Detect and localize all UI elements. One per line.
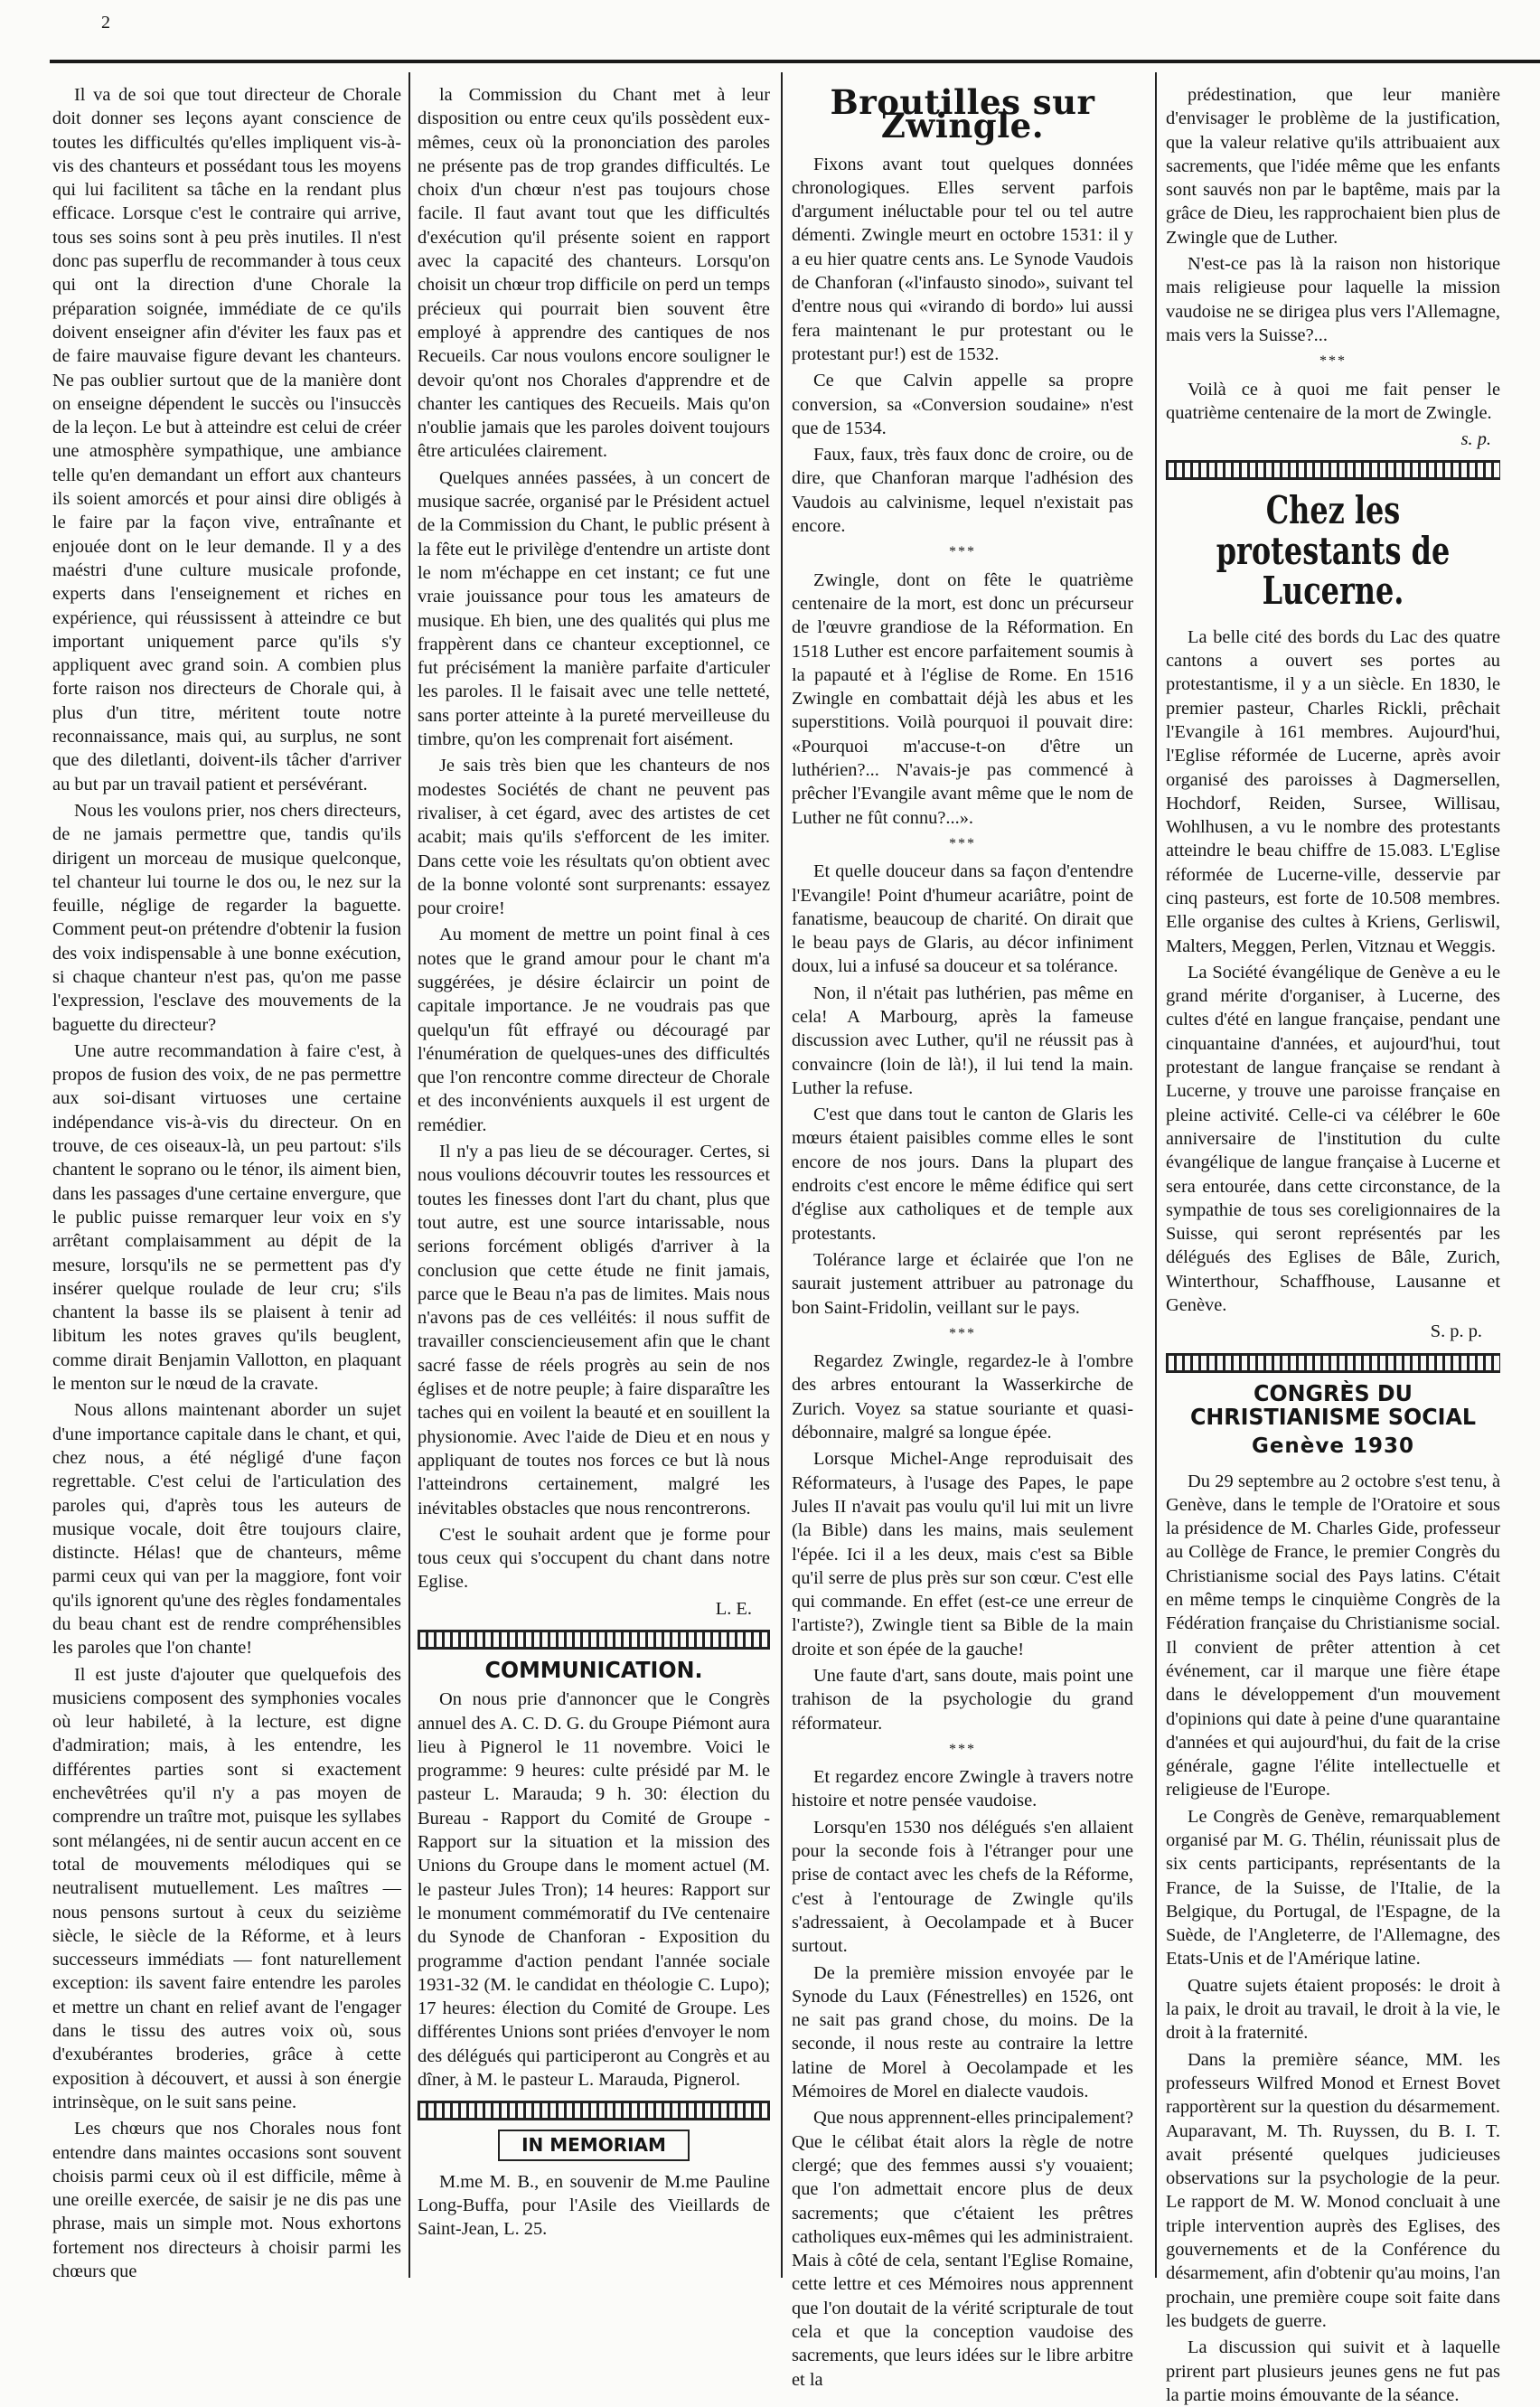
article-paragraph: Non, il n'était pas luthérien, pas même en cela! A Marbourg, après la fameuse discussion avec Luther, qu'il ne réussit pas à convaincre (loin de là!), il lui tend la main. Luther la refuse.	[792, 983, 1133, 1098]
article-paragraph: Quatre sujets étaient proposés: le droit à la paix, le droit au travail, le droit à la vie, le droit à la fraternité.	[1166, 1975, 1500, 2044]
article-paragraph: Les chœurs que nos Chorales nous font entendre dans maintes occasions sont souvent choisis parmi ceux où il est difficile, même à une oreille exercée, de saisir je ne dis pas une phrase, mais un simple mot. Nous exhortons fortement nos directeurs à choisir parmi les chœurs que	[52, 2119, 401, 2282]
article-paragraph: prédestination, que leur manière d'envisager le problème de la justification, que la valeur relative qu'ils attribuaient aux sacrements, que l'idée même que les enfants sont sauvés non par le baptême, mais par la grâce de Dieu, les rapprochaient bien plus de Zwingle que de Luther.	[1166, 85, 1500, 248]
column-4	[1166, 83, 1500, 2405]
article-paragraph: Voilà ce à quoi me fait penser le quatrième centenaire de la mort de Zwingle.	[1166, 379, 1500, 423]
article-paragraph: Nous allons maintenant aborder un sujet d'une importance capitale dans le chant, et qui, chez nous, a été négligé d'une façon regrettable. C'est celui de l'articulation des paroles qui, d'après tous les auteurs de musique vocale, doit être toujours claire, distincte. Hélas! que de chanteurs, même parmi ceux qui van per la maggiore, font voir qu'ils ignorent qu'une des règles fondamentales du beau chant est de rendre compréhensibles les paroles que l'on chante!	[52, 1400, 401, 1659]
article-paragraph: Lorsqu'en 1530 nos délégués s'en allaient pour la seconde fois à l'étranger pour une prise de contact avec les chefs de la Réforme, c'est à l'entourage de Zwingle qu'ils s'adressaient, à Oecolampade et à Bucer surtout.	[792, 1817, 1133, 1957]
article-paragraph: Ce que Calvin appelle sa propre conversion, sa «Conversion soudaine» n'est que de 1534.	[792, 371, 1133, 438]
ornamental-divider	[418, 2101, 770, 2120]
article-paragraph: Une faute d'art, sans doute, mais point une trahison de la psychologie du grand réformateur.	[792, 1666, 1133, 1734]
zwingle-heading: Broutilles sur Zwingle.	[830, 82, 1095, 146]
article-paragraph: Du 29 septembre au 2 octobre s'est tenu, à Genève, dans le temple de l'Oratoire et sous la présidence de M. Charles Gide, professeur au Collège de France, le premier Congrès du Christianisme social des Pays latins. C'était en même temps le cinquième Congrès de la Fédération française du Christianisme social. Il convient de prêter attention à cet événement, car il marque une fière étape dans le développement d'un mouvement d'opinions qui date à peine d'une quarantaine d'années et qui aujourd'hui, du fait de la crise générale, gagne l'élite intellectuelle et religieuse de l'Europe.	[1166, 1471, 1500, 1801]
congres-subheading: Genève 1930	[1251, 1434, 1415, 1459]
article-paragraph: Nous les voulons prier, nos chers directeurs, de ne jamais permettre que, tandis qu'ils dirigent un morceau de musique quelconque, tel chanteur lui tourne le dos ou, le nez sur la feuille, néglige de regarder la baguette. Comment peut-on prétendre d'obtenir la fusion des voix indispensable à une bonne exécution, si chaque chanteur n'est pas, qu'on me passe l'expression, l'esclave des mouvements de la baguette du directeur?	[52, 800, 401, 1035]
article-paragraph: La Société évangélique de Genève a eu le grand mérite d'organiser, à Lucerne, des cultes d'été en langue française, pendant une cinquantaine d'années, et aujourd'hui, tout protestant de langue française se rendant à Lucerne, y trouve une paroisse française en pleine activité. Celle-ci va célébrer le 60e anniversaire de l'institution du culte évangélique de langue française à Lucerne et sera entourée, dans cette circonstance, de la sympathie de tous ses coreligionnaires de la Suisse, qui seront représentés par les délégués des Eglises de Bâle, Zurich, Winterthour, Schaffhouse, Lausanne et Genève.	[1166, 962, 1500, 1316]
communication-heading: COMMUNICATION.	[484, 1657, 703, 1683]
article-paragraph: C'est le souhait ardent que je forme pour tous ceux qui s'occupent du chant dans notre Eglise.	[418, 1524, 770, 1593]
article-paragraph: Zwingle, dont on fête le quatrième centenaire de la mort, est donc un précurseur de l'œuvre grandiose de la Réformation. En 1518 Luther est encore parfaitement soumis à la papauté et à l'église de Rome. En 1516 Zwingle en combattait déjà les abus et les superstitions. Voilà pourquoi il pouvait dire: «Pourquoi m'accuse-t-on d'être un luthérien?... N'avais-je pas commencé à prêcher l'Evangile avant même que le nom de Luther ne fût connu?...».	[792, 569, 1133, 828]
article-paragraph: Une autre recommandation à faire c'est, à propos de fusion des voix, de ne pas permettre aux soi-disant virtuoses une certaine indépendance vis-à-vis du directeur. On en trouve, de ces oiseaux-là, un peu partout: s'ils chantent le soprano ou le ténor, ils aiment bien, dans les passages d'une certaine envergure, que le public puisse remarquer leur voix en s'y arrêtant complaisamment au dépit de la mesure, lorsqu'ils ne se permettent pas d'y insérer quelque roulade de leur cru; s'ils chantent la basse ils se plaisent à tenir ad libitum les notes graves qu'ils beuglent, comme dirait Benjamin Vallotton, en plaquant le menton sur le nœud de la cravate.	[52, 1040, 401, 1395]
article-paragraph: Je sais très bien que les chanteurs de nos modestes Sociétés de chant ne peuvent pas rivaliser, à cet égard, avec des artistes de cet acabit; mais qu'ils s'efforcent de les imiter. Dans cette voie les résultats qu'on obtient avec de la bonne volonté sont surprenants: essayez pour croire!	[418, 756, 770, 919]
article-paragraph: Au moment de mettre un point final à ces notes que le grand amour pour le chant m'a suggérées, je désire éclaircir un point de capitale importance. Je ne voudrais pas que quelqu'un fût effrayé ou découragé par l'énumération de quelques-unes des difficultés que l'on rencontre comme directeur de Chorale et des inconvénients auxquels il est urgent de remédier.	[418, 925, 770, 1135]
ornamental-divider	[1166, 1353, 1500, 1373]
article-paragraph: Et regardez encore Zwingle à travers notre histoire et notre pensée vaudoise.	[792, 1767, 1133, 1811]
column-1	[52, 83, 401, 2282]
article-signature: S. p. p.	[1430, 1321, 1482, 1342]
article-paragraph: Dans la première séance, MM. les professeurs Wilfred Monod et Ernest Bovet rapportèrent sur la question du désarmement. Auparavant, M. Th. Ruyssen, du B. I. T. avait présenté quelques judicieuses observations sur la psychologie de la peur. Le rapport de M. W. Monod concluait à une triple intervention auprès des Eglises, des gouvernements et de la Conférence du désarmement, afin d'obtenir qu'au moins, l'an prochain, une première coupe soit faite dans les budgets de guerre.	[1166, 2049, 1500, 2331]
article-paragraph: la Commission du Chant met à leur disposition ou entre ceux qu'ils possèdent eux-mêmes, ceux où la prononciation des paroles ne présente pas de trop grandes difficultés. Le choix d'un chœur n'est pas toujours chose facile. Il faut avant tout que les difficultés d'exécution qu'il présente soient en rapport avec la capacité des chanteurs. Lorsqu'on choisit un chœur trop difficile on perd un temps précieux qui pourrait bien souvent être employé à apprendre des cantiques de nos Recueils. Car nous voulons encore souligner le devoir qu'ont nos Chorales d'apprendre et de chanter les cantiques des Recueils. Mais qu'on n'oublie jamais que les paroles doivent toujours être articulées clairement.	[418, 85, 770, 462]
congres-heading: CONGRÈS DU CHRISTIANISME SOCIAL	[1190, 1379, 1476, 1430]
article-paragraph: Fixons avant tout quelques données chronologiques. Elles servent parfois d'argument inéluctable pour tel ou tel autre démenti. Zwingle meurt en octobre 1531: il y a eu hier quatre cents ans. Le Synode Vaudois de Chanforan («l'infausto sinodo», suivant tel d'entre nous qui «virando di bordo» lui aussi fera maintenant le pur protestant ou le protestant pur!) est de 1532.	[792, 154, 1133, 364]
article-paragraph: Regardez Zwingle, regardez-le à l'ombre des arbres entourant la Wasserkirche de Zurich. Voyez sa statue souriante et quasi-débonnaire, malgré sa longue épée.	[792, 1351, 1133, 1443]
section-stars: ***	[1319, 353, 1347, 370]
article-paragraph: Que nous apprennent-elles principalement? Que le célibat était alors la règle de notre clergé; que des femmes aussi s'y vouaient; que l'on admettait encore plus de deux sacrements; que c'étaient les prêtres catholiques eux-mêmes qui les administraient. Mais à côté de cela, sentant l'Eglise Romaine, cette lettre et ces Mémoires nous apprennent que l'on doutait de la vérité scripturale de tout cela et que la conception vaudoise des sacrements, que leurs idées sur le libre arbitre et la	[792, 2108, 1133, 2390]
article-paragraph: Il va de soi que tout directeur de Chorale doit donner ses leçons ayant conscience de toutes les difficultés qu'elles impliquent vis-à-vis des chanteurs et possédant tous les moyens qui lui facilitent sa tâche en la rendant plus efficace. Lorsque c'est le contraire qui arrive, tous ses soins sont à peu près inutiles. Il n'est donc pas superflu de recommander à tous ceux qui ont la direction d'une Chorale la préparation soignée, immédiate de ce qu'ils doivent enseigner afin d'éviter les faux pas et de faire mauvaise figure devant les chanteurs. Ne pas oublier surtout que de la manière dont on enseigne dépendent le succès ou l'insuccès de la leçon. Le but à atteindre est celui de créer une atmosphère sympathique, une ambiance telle qu'en demandant un effort aux chanteurs ils soient amorcés et pour ainsi dire obligés à le faire par la façon vive, entraînante et enjouée dont on le leur demande. Il y a des maéstri d'une culture musicale profonde, experts dans l'enseignement et riches en expérience, qui réussissent à atteindre ce but important uniquement parce qu'ils s'y appliquent avec grand soin. A combien plus forte raison nos directeurs de Chorale qui, à plus d'un titre, méritent toute notre reconnaissance, mais qui, au surplus, ne sont que des diletlanti, doivent-ils tâcher d'arriver au but par un travail patient et persévérant.	[52, 85, 401, 794]
column-3	[792, 82, 1133, 2390]
section-stars: ***	[949, 835, 976, 851]
article-paragraph: La discussion qui suivit et à laquelle prirent part plusieurs jeunes gens ne fut pas la partie moins émouvante de la séance.	[1166, 2337, 1500, 2405]
column-2	[418, 83, 770, 2271]
article-paragraph: Quelques années passées, à un concert de musique sacrée, organisé par le Président actuel de la Commission du Chant, le public présent à la fête eut le privilège d'entendre un artiste dont le nom m'échappe en cet instant; ce fut une vraie jouissance pour tous les amateurs de musique. Eh bien, une des qualités qui plus me frappèrent dans ce chanteur exceptionnel, ce fut précisément la manière parfaite d'articuler les paroles. Il le faisait avec une telle netteté, sans porter atteinte à la pureté merveilleuse du timbre, qu'on les comprenait fort aisément.	[418, 467, 770, 750]
ornamental-divider	[1166, 460, 1500, 480]
lucerne-heading: Chez les protestants de Lucerne.	[1216, 488, 1451, 613]
communication-text: On nous prie d'annoncer que le Congrès annuel des A. C. D. G. du Groupe Piémont aura lieu à Pignerol le 11 novembre. Voici le programme: 9 heures: culte présidé par M. le pasteur L. Marauda; 9 h. 30: élection du Bureau - Rapport du Comité de Groupe - Rapport sur la situation et la mission des Unions du Groupe dans le moment actuel (M. le pasteur Jules Tron); 14 heures: Rapport sur le monument commémoratif du IVe centenaire du Synode de Chanforan - Exposition du programme d'action pendant l'année sociale 1931-32 (M. le candidat en théologie C. Lupo); 17 heures: élection du Comité de Groupe. Les différentes Unions sont priées d'envoyer le nom des délégués qui participeront au Congrès et au dîner, à M. le pasteur L. Marauda, Pignerol.	[418, 1689, 770, 2091]
article-paragraph: Tolérance large et éclairée que l'on ne saurait justement attribuer au patronage du bon Saint-Fridolin, veillant sur le pays.	[792, 1249, 1133, 1318]
article-signature: L. E.	[715, 1598, 752, 1619]
article-paragraph: Il n'y a pas lieu de se décourager. Certes, si nous voulions découvrir toutes les ressources et toutes les finesses dont l'art du chant, plus que tout autre, est une source intarissable, nous serions forcément obligés d'arriver à la conclusion que cette étude ne finit jamais, parce que le Beau n'a pas de limites. Mais nous n'avons pas de ces velléités: il nous suffit de travailler consciencieusement afin que le chant sacré fasse de réels progrès au sein de nos églises et de notre peuple; à faire disparaître les taches qui en voilent la beauté et en souillent la physionomie. Avec l'aide de Dieu et en nous y appliquant de toutes nos forces ce but là nous l'atteindrons certainement, malgré les inévitables obstacles que nous rencontrerons.	[418, 1142, 770, 1518]
article-paragraph: C'est que dans tout le canton de Glaris les mœurs étaient paisibles comme elles le sont encore de nos jours. Dans la plupart des endroits c'est encore le même édifice qui sert d'église aux catholiques et de temple aux protestants.	[792, 1105, 1133, 1244]
article-paragraph: Le Congrès de Genève, remarquablement organisé par M. G. Thélin, réunissait plus de six cents participants, représentants de la France, de la Suisse, de l'Italie, de la Belgique, du Portugal, de l'Espagne, de la Suède, de l'Angleterre, de l'Allemagne, des Etats-Unis et de l'Amérique latine.	[1166, 1806, 1500, 1970]
page-number: 2	[101, 13, 110, 33]
article-paragraph: N'est-ce pas là la raison non historique mais religieuse pour laquelle la mission vaudoise ne se dirigea plus vers l'Allemagne, mais vers la Suisse?...	[1166, 254, 1500, 345]
memoriam-heading: IN MEMORIAM	[498, 2130, 690, 2160]
column-divider	[1155, 72, 1157, 2278]
article-paragraph: Il est juste d'ajouter que quelquefois des musiciens composent des symphonies vocales où leur habileté, à la lecture, est digne d'admiration; mais, à les entendre, les différentes parties sont si exactement enchevêtrées qu'il n'y a pas moyen de comprendre un traître mot, puisque les syllabes sont mélangées, ni de sentir aucun accent en ce total de mouvements mélodiques qui se neutralisent mutuellement. Les maîtres — nous pensons surtout à ceux du seizième siècle, le siècle de la Réforme, et à leurs successeurs immédiats — font naturellement exception: ils savent faire entendre les paroles et mettre un chant en relief avant de l'engager dans le tissu des autres voix où, sous d'exubérantes broderies, grâce à cette exposition à découvert, et aussi à son énergie intrinsèque, on le suit sans peine.	[52, 1664, 401, 2112]
memoriam-text: M.me M. B., en souvenir de M.me Pauline Long-Buffa, pour l'Asile des Vieillards de Saint-Jean, L. 25.	[418, 2171, 770, 2240]
article-signature: s. p.	[1460, 429, 1491, 450]
column-divider	[781, 72, 783, 2278]
article-paragraph: Faux, faux, très faux donc de croire, ou de dire, que Chanforan marque l'adhésion des Vaudois au calvinisme, lequel n'existait pas encore.	[792, 445, 1133, 537]
article-paragraph: Et quelle douceur dans sa façon d'entendre l'Evangile! Point d'humeur acariâtre, point de fanatisme, beaucoup de charité. On dirait que le beau pays de Glaris, au décor infiniment doux, lui a infusé sa douceur et sa tolérance.	[792, 861, 1133, 977]
section-stars: ***	[949, 1325, 976, 1341]
column-divider	[408, 72, 410, 2278]
article-paragraph: La belle cité des bords du Lac des quatre cantons a ouvert ses portes au protestantisme, il y a un siècle. En 1830, le premier pasteur, Charles Rickli, prêchait l'Evangile à 161 membres. Aujourd'hui, l'Eglise réformée de Lucerne, après avoir organisé des paroisses à Dagmersellen, Hochdorf, Reiden, Sursee, Willisau, Wohlhusen, a vu le nombre des protestants atteindre le beau chiffre de 15.083. L'Eglise réformée de Lucerne-ville, desservie par cinq pasteurs, est forte de 10.508 membres. Elle organise des cultes à Kriens, Gerliswil, Malters, Meggen, Perlen, Vitznau et Weggis.	[1166, 626, 1500, 956]
article-paragraph: Lorsque Michel-Ange reproduisait des Réformateurs, à l'usage des Papes, le pape Jules II n'avait pas voulu qu'il lui mit un livre (la Bible) dans les mains, mais seulement l'épée. Ici il a les deux, mais c'est sa Bible qu'il serre de plus près sur son cœur. C'est elle qui commande. En effet (est-ce une erreur de l'artiste?), Zwingle tient sa Bible de la main droite et son épée de la gauche!	[792, 1449, 1133, 1660]
top-rule	[50, 60, 1540, 63]
section-stars: ***	[949, 1741, 976, 1757]
section-stars: ***	[949, 544, 976, 560]
ornamental-divider	[418, 1630, 770, 1650]
article-paragraph: De la première mission envoyée par le Synode du Laux (Fénestrelles) en 1526, ont ne sait pas grand chose, du moins. De la seconde, il nous reste au contraire la lettre latine de Morel à Oecolampade et les Mémoires de Morel en dialecte vaudois.	[792, 1962, 1133, 2102]
